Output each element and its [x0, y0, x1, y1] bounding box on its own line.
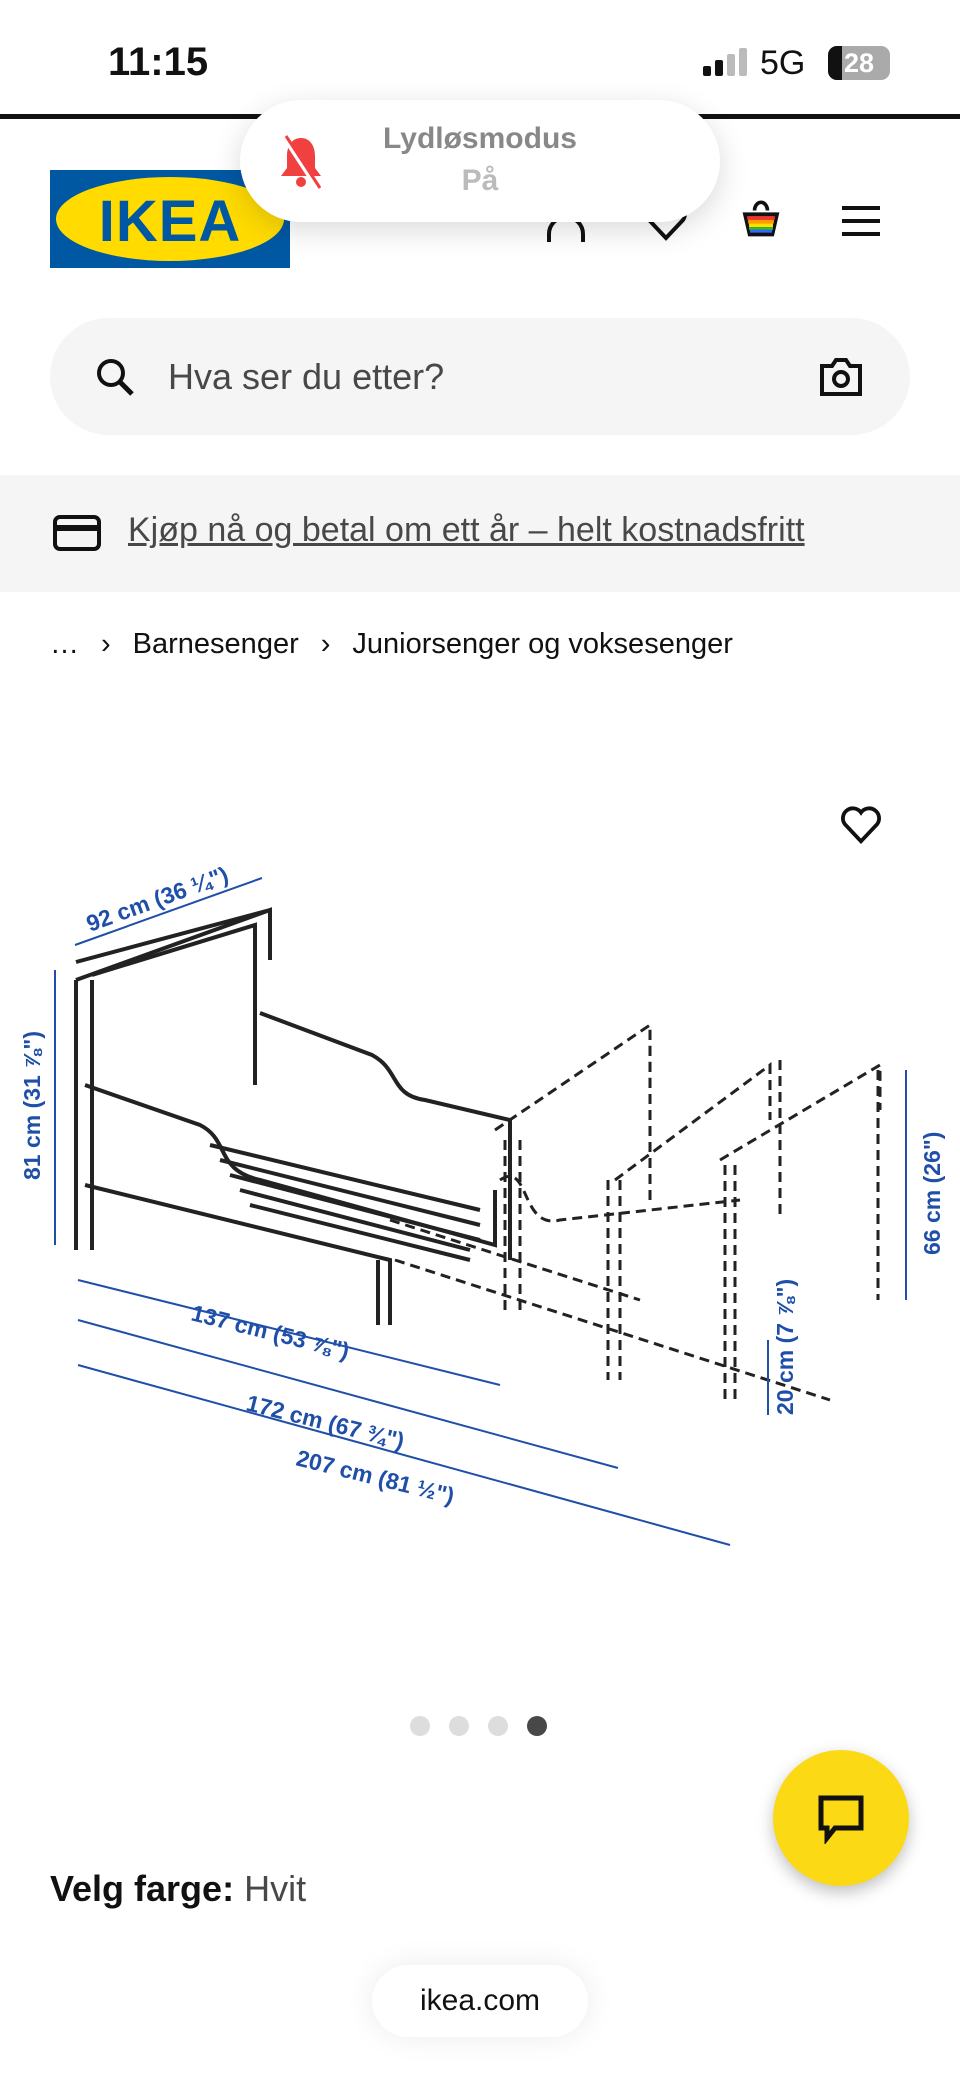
- dim-length-2: 172 cm (67 ¾"): [243, 1389, 408, 1454]
- battery-icon: [828, 46, 890, 80]
- camera-icon[interactable]: [818, 356, 864, 398]
- toast-title: Lydløsmodus: [383, 122, 577, 155]
- carousel-dot[interactable]: [488, 1716, 508, 1736]
- breadcrumb-item[interactable]: Juniorsenger og voksesenger: [352, 628, 733, 660]
- breadcrumb-ellipsis[interactable]: …: [50, 628, 79, 660]
- browser-url-bar[interactable]: ikea.com: [372, 1965, 588, 2037]
- chevron-right-icon: ›: [320, 628, 331, 660]
- dim-leg: 20 cm (7 ⅞"): [772, 1278, 798, 1415]
- toast-state: På: [461, 164, 499, 197]
- credit-card-icon: [52, 513, 102, 553]
- chat-bubble-icon: [817, 1794, 865, 1844]
- carousel-dot-active[interactable]: [527, 1716, 547, 1736]
- dim-ext-height: 66 cm (26"): [919, 1131, 945, 1255]
- color-selector-label: [50, 1868, 306, 1910]
- breadcrumb-item[interactable]: Barnesenger: [132, 628, 299, 660]
- payment-banner-link[interactable]: Kjøp nå og betal om ett år – helt kostnadsfritt: [128, 511, 805, 549]
- status-time: 11:15: [108, 40, 209, 84]
- search-icon: [94, 356, 136, 398]
- product-dimension-image[interactable]: [0, 840, 960, 1570]
- signal-icon: [703, 48, 747, 76]
- logo-text: IKEA: [98, 189, 242, 254]
- dim-length-1: 137 cm (53 ⅞"): [188, 1299, 353, 1364]
- search-placeholder: Hva ser du etter?: [168, 356, 445, 397]
- carousel-dots: [410, 1716, 547, 1736]
- dim-width: 92 cm (36 ¼"): [82, 861, 232, 937]
- network-type: 5G: [760, 44, 806, 82]
- chat-button[interactable]: [773, 1750, 909, 1886]
- search-input[interactable]: [50, 318, 910, 435]
- silent-mode-toast: [240, 100, 720, 222]
- carousel-dot[interactable]: [449, 1716, 469, 1736]
- breadcrumb: [50, 628, 733, 661]
- dim-height: 81 cm (31 ⅞"): [19, 1031, 45, 1180]
- chevron-right-icon: ›: [101, 628, 111, 660]
- battery-level: 28: [843, 48, 875, 78]
- carousel-dot[interactable]: [410, 1716, 430, 1736]
- dim-length-3: 207 cm (81 ½"): [293, 1444, 458, 1509]
- basket-icon[interactable]: [738, 194, 784, 240]
- payment-banner[interactable]: [0, 475, 960, 592]
- color-label: Velg farge:: [50, 1868, 235, 1909]
- color-value: Hvit: [244, 1868, 307, 1909]
- menu-icon[interactable]: [838, 198, 884, 244]
